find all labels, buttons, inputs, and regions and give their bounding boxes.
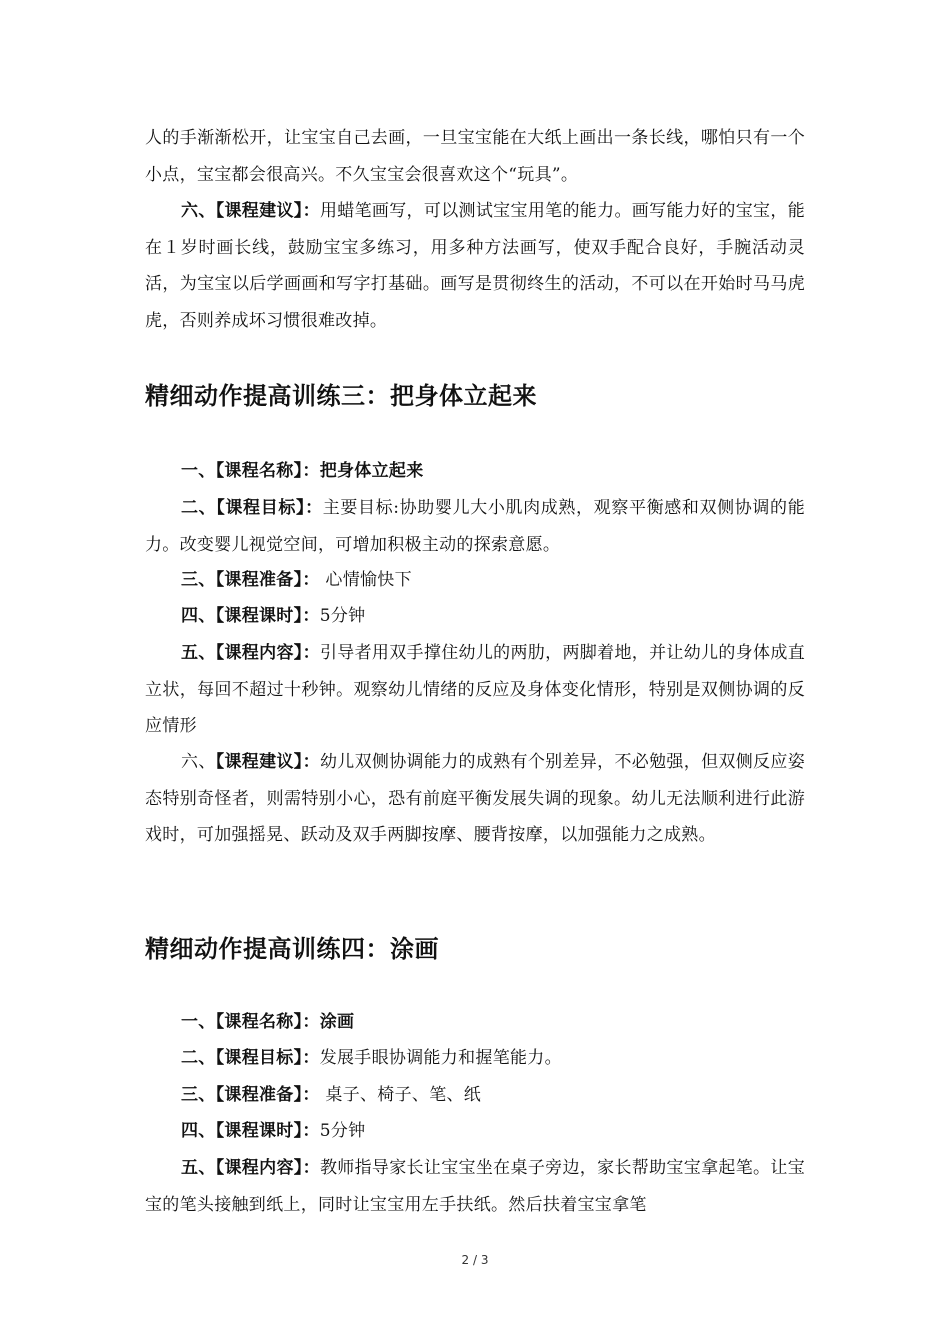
section4-prep-label: 三、【课程准备】： <box>181 1085 320 1105</box>
section3-content-paragraph <box>145 635 805 745</box>
section3-prep-text: 心情愉快下 <box>319 570 412 590</box>
section3-prep-label: 三、【课程准备】： <box>181 570 320 590</box>
section4-time-line <box>145 1119 805 1143</box>
section4-name-line <box>145 1010 805 1034</box>
section3-suggestion-prefix: 六、 <box>181 752 216 772</box>
section4-prep-text: 桌子、椅子、笔、纸 <box>319 1085 482 1105</box>
continuation-paragraph: 人的手渐渐松开，让宝宝自己去画，一旦宝宝能在大纸上画出一条长线，哪怕只有一个小点，宝宝都会很高兴。不久宝宝会很喜欢这个“玩具”。 <box>145 128 805 185</box>
section3-time-line <box>145 604 805 628</box>
section3-goal-text: 主要目标:协助婴儿大小肌肉成熟，观察平衡感和双侧协调的能力。改变婴儿视觉空间，可增加积极主动的探索意愿。 <box>145 498 805 555</box>
section3-name-line <box>145 459 805 483</box>
section3-goal-paragraph <box>145 490 805 563</box>
section4-prep-line <box>145 1083 805 1107</box>
section3-name-value: 把身体立起来 <box>319 461 424 481</box>
section4-goal-text: 发展手眼协调能力和握笔能力。 <box>319 1048 562 1068</box>
prev-suggestion-text: 用蜡笔画写，可以测试宝宝用笔的能力。画写能力好的宝宝，能在１岁时画长线，鼓励宝宝多练习，用多种方法画写，使双手配合良好，手腕活动灵活，为宝宝以后学画画和写字打基础。画写是贯彻终生的活动，不可以在开始时马马虎虎，否则养成坏习惯很难改掉。 <box>145 201 806 331</box>
page-number: 2 / 3 <box>461 1253 489 1267</box>
section3-suggestion-label: 【课程建议】： <box>215 752 320 772</box>
section3-time-label: 四、【课程课时】： <box>181 606 320 626</box>
section3-name-label: 一、【课程名称】： <box>181 461 320 481</box>
section4-heading: 精细动作提高训练四：涂画 <box>145 935 439 963</box>
section3-prep-line <box>145 568 805 592</box>
section3-time-text: 5分钟 <box>319 606 366 626</box>
section4-goal-line <box>145 1046 805 1070</box>
section4-content-paragraph <box>145 1150 805 1223</box>
prev-suggestion-label: 六、【课程建议】： <box>181 201 320 221</box>
section3-goal-label: 二、【课程目标】： <box>181 498 323 518</box>
section4-time-label: 四、【课程课时】： <box>181 1121 320 1141</box>
section4-name-label: 一、【课程名称】： <box>181 1012 320 1032</box>
section4-goal-label: 二、【课程目标】： <box>181 1048 320 1068</box>
section3-content-text: 引导者用双手撑住幼儿的两肋，两脚着地，并让幼儿的身体成直立状，每回不超过十秒钟。观察幼儿情绪的反应及身体变化情形，特别是双侧协调的反应情形 <box>145 643 806 736</box>
section3-suggestion-paragraph <box>145 744 805 854</box>
section4-time-text: 5分钟 <box>319 1121 366 1141</box>
section3-suggestion-text: 幼儿双侧协调能力的成熟有个别差异，不必勉强，但双侧反应姿态特别奇怪者，则需特别小心，恐有前庭平衡发展失调的现象。幼儿无法顺利进行此游戏时，可加强摇晃、跃动及双手两脚按摩、腰背按摩，以加强能力之成熟。 <box>145 752 805 845</box>
prev-suggestion-paragraph <box>145 193 805 339</box>
section3-content-label: 五、【课程内容】： <box>181 643 320 663</box>
section4-content-text: 教师指导家长让宝宝坐在桌子旁边，家长帮助宝宝拿起笔。让宝宝的笔头接触到纸上，同时让宝宝用左手扶纸。然后扶着宝宝拿笔 <box>145 1158 806 1215</box>
section4-content-label: 五、【课程内容】： <box>181 1158 320 1178</box>
section3-heading: 精细动作提高训练三：把身体立起来 <box>145 382 537 410</box>
section4-name-value: 涂画 <box>319 1012 355 1032</box>
